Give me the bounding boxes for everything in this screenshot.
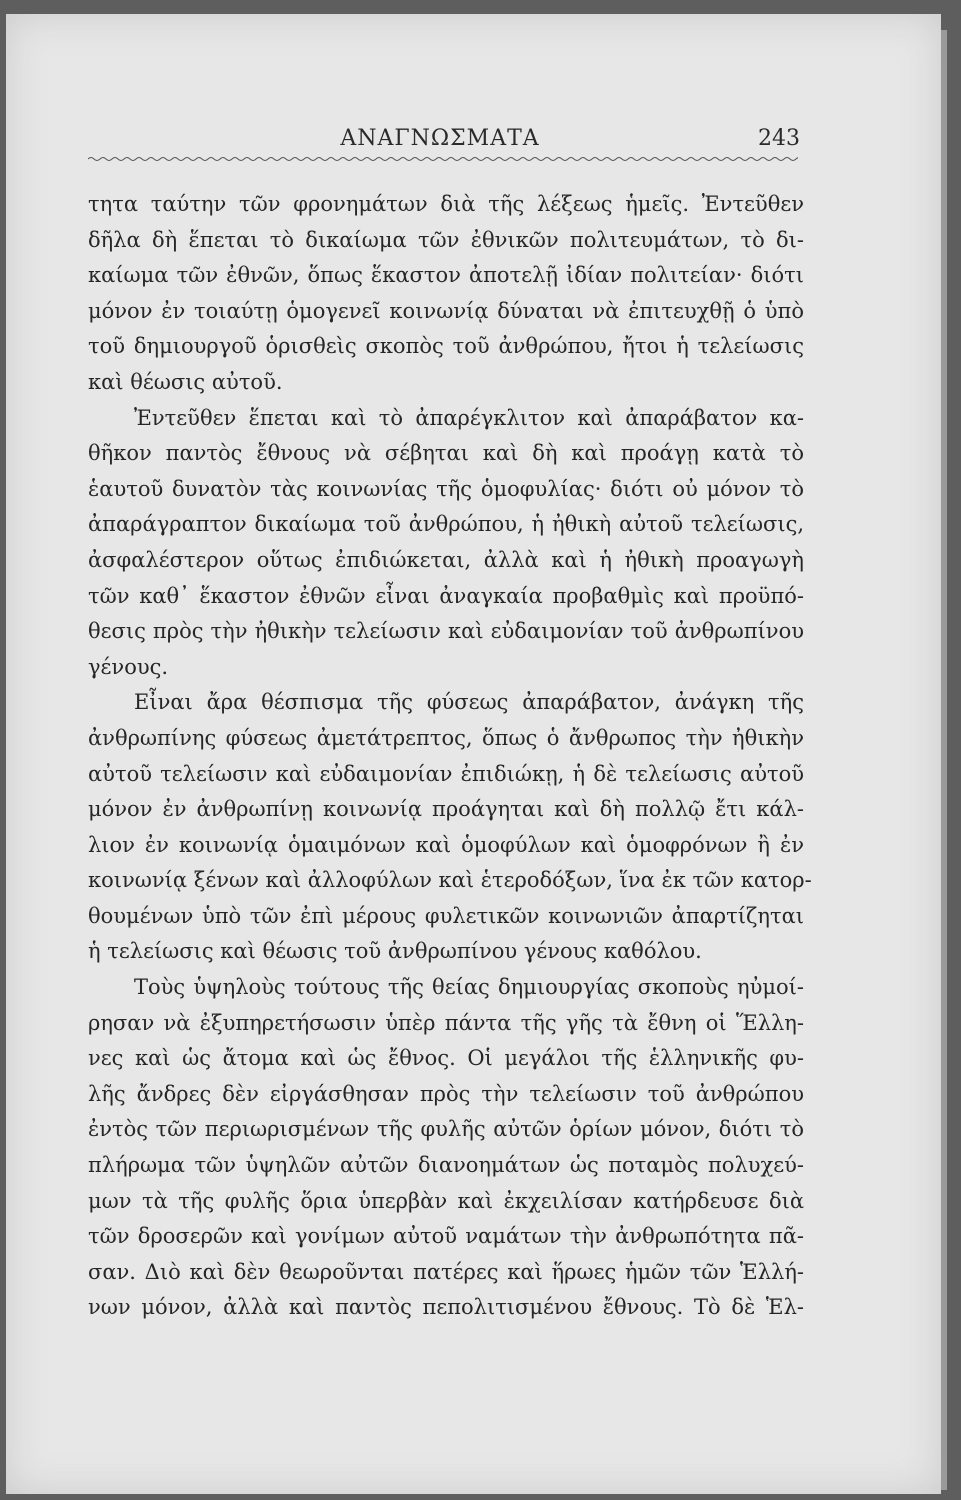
- text-line: δῆλα δὴ ἕπεται τὸ δικαίωμα τῶν ἐθνικῶν πολιτευμάτων, τὸ δι-: [88, 227, 804, 252]
- text-line: μόνον ἐν τοιαύτῃ ὁμογενεῖ κοινωνίᾳ δύναται νὰ ἐπιτευχθῇ ὁ ὑπὸ: [88, 298, 804, 323]
- text-line: τητα ταύτην τῶν φρονημάτων διὰ τῆς λέξεως ἡμεῖς. Ἐντεῦθεν: [88, 192, 804, 216]
- page-edge: [941, 30, 947, 1490]
- running-title: ΑΝΑΓΝΩΣΜΑΤΑ: [340, 126, 540, 151]
- text-line: αὐτοῦ τελείωσιν καὶ εὐδαιμονίαν ἐπιδιώκῃ, ἡ δὲ τελείωσις αὐτοῦ: [88, 761, 804, 786]
- text-line: σαν. Διὸ καὶ δὲν θεωροῦνται πατέρες καὶ ἥρωες ἡμῶν τῶν Ἑλλή-: [88, 1259, 804, 1284]
- text-line: ἡ τελείωσις καὶ θέωσις τοῦ ἀνθρωπίνου γένους καθόλου.: [88, 939, 702, 964]
- text-line: νες καὶ ὡς ἄτομα καὶ ὡς ἔθνος. Οἱ μεγάλοι τῆς ἑλληνικῆς φυ-: [88, 1046, 804, 1071]
- body-text: [88, 187, 812, 1326]
- page-number: 243: [758, 126, 800, 151]
- text-line: λιον ἐν κοινωνίᾳ ὁμαιμόνων καὶ ὁμοφύλων καὶ ὁμοφρόνων ἢ ἐν: [88, 832, 804, 857]
- text-line: ἀσφαλέστερον οὕτως ἐπιδιώκεται, ἀλλὰ καὶ ἡ ἠθικὴ προαγωγὴ: [88, 547, 804, 572]
- text-line: ἀπαράγραπτον δικαίωμα τοῦ ἀνθρώπου, ἡ ἠθικὴ αὐτοῦ τελείωσις,: [88, 512, 804, 537]
- text-line: μόνον ἐν ἀνθρωπίνῃ κοινωνίᾳ προάγηται καὶ δὴ πολλῷ ἔτι κάλ-: [88, 797, 804, 822]
- text-line: λῆς ἄνδρες δὲν εἰργάσθησαν πρὸς τὴν τελείωσιν τοῦ ἀνθρώπου: [88, 1081, 804, 1106]
- text-line: καίωμα τῶν ἐθνῶν, ὅπως ἕκαστον ἀποτελῇ ἰδίαν πολιτείαν· διότι: [88, 263, 804, 288]
- text-line: ἑαυτοῦ δυνατὸν τὰς κοινωνίας τῆς ὁμοφυλίας· διότι οὐ μόνον τὸ: [88, 476, 804, 501]
- text-line: Εἶναι ἄρα θέσπισμα τῆς φύσεως ἀπαράβατον, ἀνάγκη τῆς: [134, 690, 804, 715]
- text-line: ρησαν νὰ ἐξυπηρετήσωσιν ὑπὲρ πάντα τῆς γῆς τὰ ἔθνη οἱ Ἕλλη-: [88, 1010, 804, 1035]
- decorative-wavy-rule: [88, 155, 798, 163]
- text-line: Ἐντεῦθεν ἕπεται καὶ τὸ ἀπαρέγκλιτον καὶ ἀπαράβατον κα-: [134, 405, 804, 430]
- text-line: θουμένων ὑπὸ τῶν ἐπὶ μέρους φυλετικῶν κοινωνιῶν ἀπαρτίζηται: [88, 903, 804, 928]
- page-header: [80, 120, 800, 156]
- text-line: νων μόνον, ἀλλὰ καὶ παντὸς πεπολιτισμένου ἔθνους. Τὸ δὲ Ἑλ-: [88, 1295, 804, 1320]
- text-line: ἐντὸς τῶν περιωρισμένων τῆς φυλῆς αὐτῶν ὁρίων μόνον, διότι τὸ: [88, 1117, 804, 1142]
- text-line: τῶν δροσερῶν καὶ γονίμων αὐτοῦ ναμάτων τὴν ἀνθρωπότητα πᾶ-: [88, 1224, 804, 1249]
- text-line: καὶ θέωσις αὐτοῦ.: [88, 369, 283, 394]
- text-line: θεσις πρὸς τὴν ἠθικὴν τελείωσιν καὶ εὐδαιμονίαν τοῦ ἀνθρωπίνου: [88, 619, 804, 644]
- text-line: κοινωνίᾳ ξένων καὶ ἀλλοφύλων καὶ ἑτεροδόξων, ἵνα ἐκ τῶν κατορ-: [88, 868, 812, 893]
- text-line: ἀνθρωπίνης φύσεως ἀμετάτρεπτος, ὅπως ὁ ἄνθρωπος τὴν ἠθικὴν: [88, 725, 804, 750]
- text-line: γένους.: [88, 654, 169, 679]
- text-line: τῶν καθ᾽ ἕκαστον ἐθνῶν εἶναι ἀναγκαία προβαθμὶς καὶ προϋπό-: [88, 583, 804, 608]
- text-line: Τοὺς ὑψηλοὺς τούτους τῆς θείας δημιουργίας σκοποὺς ηὐμοί-: [134, 975, 804, 1000]
- text-line: θῆκον παντὸς ἔθνους νὰ σέβηται καὶ δὴ καὶ προάγῃ κατὰ τὸ: [88, 441, 804, 466]
- text-line: τοῦ δημιουργοῦ ὁρισθεὶς σκοπὸς τοῦ ἀνθρώπου, ἤτοι ἡ τελείωσις: [88, 334, 804, 359]
- text-line: μων τὰ τῆς φυλῆς ὅρια ὑπερβὰν καὶ ἐκχειλίσαν κατήρδευσε διὰ: [88, 1188, 804, 1213]
- text-line: πλήρωμα τῶν ὑψηλῶν αὐτῶν διανοημάτων ὡς ποταμὸς πολυχεύ-: [88, 1153, 804, 1178]
